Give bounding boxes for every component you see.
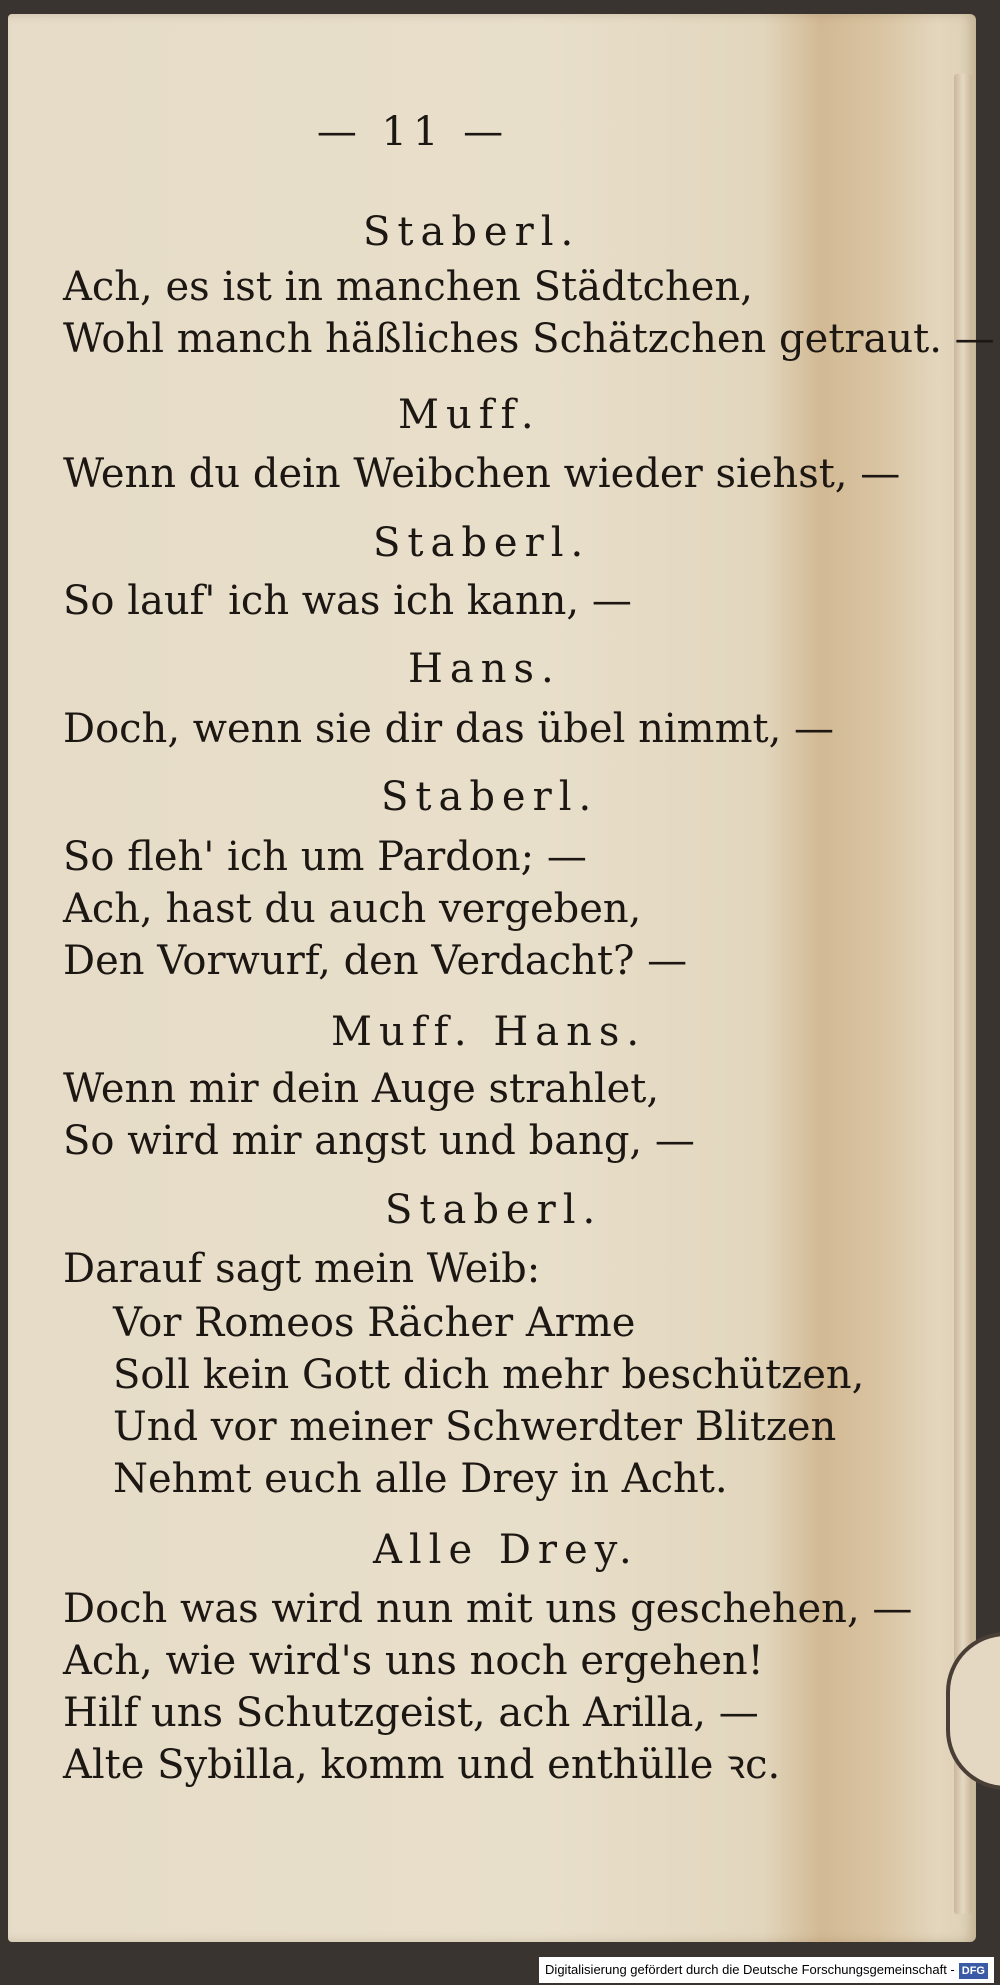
verse-line: Nehmt euch alle Drey in Acht. <box>113 1456 728 1502</box>
digitization-credit <box>539 1957 994 1983</box>
verse-line: Soll kein Gott dich mehr beschützen, <box>113 1352 865 1398</box>
speaker-name: Hans. <box>408 646 561 692</box>
verse-line: Den Vorwurf, den Verdacht? — <box>63 938 688 984</box>
verse-line: Doch, wenn sie dir das übel nimmt, — <box>63 706 834 752</box>
verse-line: Ach, es ist in manchen Städtchen, <box>63 264 753 310</box>
verse-line: Und vor meiner Schwerdter Blitzen <box>113 1404 837 1450</box>
verse-line: Ach, wie wird's uns noch ergehen! <box>63 1638 764 1684</box>
verse-line: Wenn du dein Weibchen wieder siehst, — <box>63 451 901 497</box>
verse-line: Alte Sybilla, komm und enthülle ꝛc. <box>63 1742 781 1788</box>
speaker-name: Staberl. <box>385 1187 603 1233</box>
speaker-name: Muff. Hans. <box>331 1009 647 1055</box>
speaker-name: Alle Drey. <box>373 1527 639 1573</box>
credit-text: Digitalisierung gefördert durch die Deutsche Forschungsgemeinschaft - <box>545 1962 955 1977</box>
verse-line: Hilf uns Schutzgeist, ach Arilla, — <box>63 1690 759 1736</box>
verse-line: Ach, hast du auch vergeben, <box>63 886 642 932</box>
verse-line: So fleh' ich um Pardon; — <box>63 834 587 880</box>
verse-line: Wenn mir dein Auge strahlet, <box>63 1066 660 1112</box>
verse-line: Vor Romeos Rächer Arme <box>113 1300 636 1346</box>
speaker-name: Staberl. <box>381 774 599 820</box>
speaker-name: Muff. <box>398 392 541 438</box>
verse-line: Wohl manch häßliches Schätzchen getraut. — <box>63 316 995 362</box>
page-number: — 11 — <box>316 109 510 155</box>
dfg-logo: DFG <box>959 1963 988 1979</box>
verse-line: So wird mir angst und bang, — <box>63 1118 695 1164</box>
speaker-name: Staberl. <box>363 209 581 255</box>
verse-line: Darauf sagt mein Weib: <box>63 1246 541 1292</box>
book-page <box>8 14 995 1942</box>
verse-line: Doch was wird nun mit uns geschehen, — <box>63 1586 913 1632</box>
speaker-name: Staberl. <box>373 520 591 566</box>
verse-line: So lauf' ich was ich kann, — <box>63 578 632 624</box>
